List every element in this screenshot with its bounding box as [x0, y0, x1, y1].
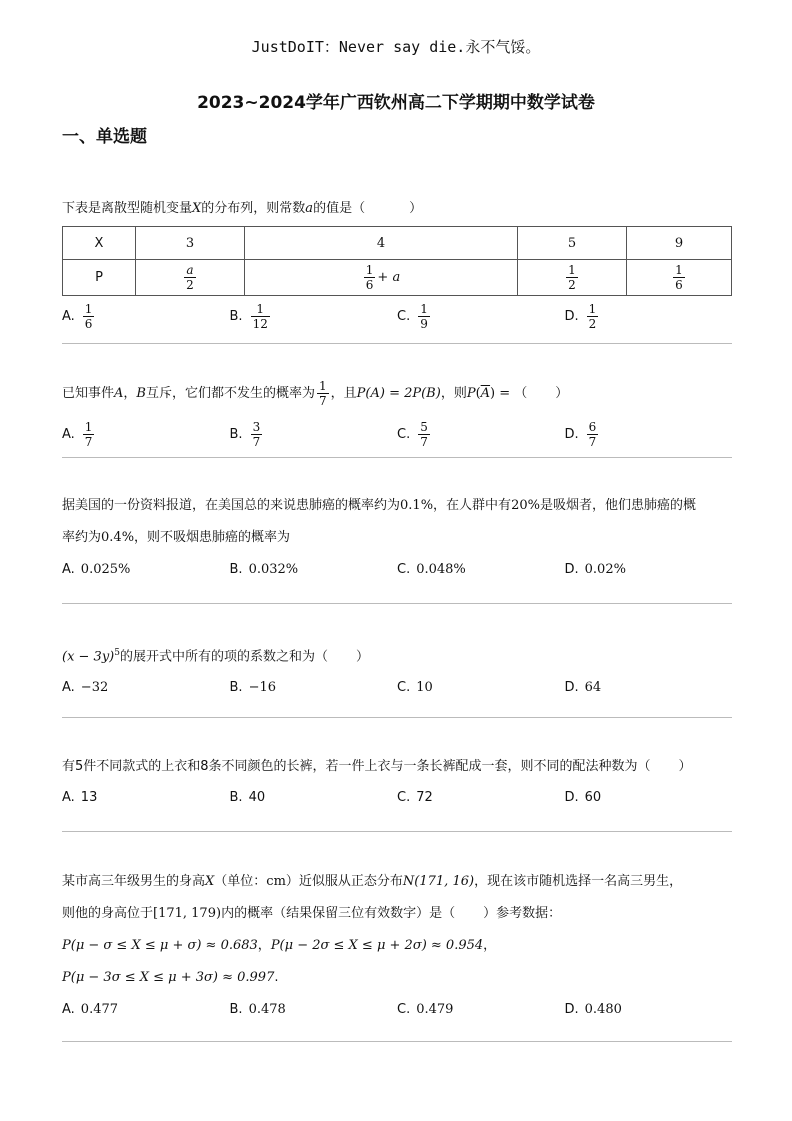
question-3-line-2: 率约为0.4%，则不吸烟患肺癌的概率为	[62, 530, 291, 545]
complement-a: $\overline{A}$	[480, 386, 491, 401]
table-cell	[627, 260, 732, 296]
option-a[interactable]: A. 0.025%	[62, 561, 131, 577]
option-a[interactable]: A. 13	[62, 789, 98, 805]
fraction: $\frac{1}{12}$	[252, 301, 268, 331]
fraction: $\frac{5}{7}$	[420, 419, 428, 449]
fraction: $\frac{1}{9}$	[420, 301, 428, 331]
option-b[interactable]: B. 40	[229, 789, 266, 805]
option-d[interactable]: D. 0.02%	[564, 561, 626, 577]
question-1	[62, 194, 732, 336]
divider	[62, 1041, 732, 1042]
table-row	[63, 260, 732, 296]
question-5-stem: 有5件不同款式的上衣和8条不同颜色的长裤，若一件上衣与一条长裤配成一套，则不同的配法种数为（ ）	[62, 759, 692, 774]
option-c[interactable]: C. 72	[397, 789, 433, 805]
options-row	[62, 296, 732, 336]
table-cell: X	[63, 227, 136, 260]
question-5	[62, 752, 732, 812]
question-2	[62, 374, 732, 454]
option-d[interactable]: D. $\frac{6}{7}$	[564, 419, 597, 449]
table-row	[63, 227, 732, 260]
fraction: $\frac{1}{7}$	[319, 379, 327, 408]
option-b[interactable]: B. −16	[229, 679, 276, 695]
option-b[interactable]: B. 0.032%	[229, 561, 299, 577]
option-c[interactable]: C. $\frac{1}{9}$	[397, 301, 428, 331]
divider	[62, 457, 732, 458]
option-a[interactable]: A. $\frac{1}{7}$	[62, 419, 93, 449]
fraction: $\frac{3}{7}$	[252, 419, 261, 449]
table-cell: 4	[245, 227, 518, 260]
question-6-line-4: P(μ − 3σ ≤ X ≤ μ + 3σ) ≈ 0.997.	[62, 970, 279, 985]
option-b[interactable]: B. 0.478	[229, 1001, 286, 1017]
options-row	[62, 414, 732, 454]
option-d[interactable]: D. 60	[564, 789, 602, 805]
table-cell: 9	[627, 227, 732, 260]
divider	[62, 831, 732, 832]
fraction: $\frac{1}{7}$	[84, 419, 93, 449]
options-row	[62, 554, 732, 584]
fraction: $\frac{1}{2}$	[568, 263, 576, 292]
question-2-stem: 已知事件A，B互斥，它们都不发生的概率为 $\frac{1}{7}$ ，且P(A) = 2P(B)，则$P(\overline{A})$ = （ ）	[62, 379, 569, 408]
table-cell: 3	[136, 227, 245, 260]
option-b[interactable]: B. $\frac{1}{12}$	[229, 301, 268, 331]
option-c[interactable]: C. 0.479	[397, 1001, 454, 1017]
option-a[interactable]: A. 0.477	[62, 1001, 119, 1017]
option-a[interactable]: A. $\frac{1}{6}$	[62, 301, 93, 331]
question-3	[62, 490, 732, 584]
fraction: $\frac{1}{6}$	[675, 263, 683, 292]
option-a[interactable]: A. −32	[62, 679, 109, 695]
option-c[interactable]: C. $\frac{5}{7}$	[397, 419, 428, 449]
option-b[interactable]: B. $\frac{3}{7}$	[229, 419, 261, 449]
option-c[interactable]: C. 0.048%	[397, 561, 466, 577]
fraction: $\frac{1}{2}$	[588, 301, 597, 331]
table-cell	[518, 260, 627, 296]
question-4	[62, 638, 732, 702]
page-header: JustDoIT：Never say die.永不气馁。	[251, 38, 541, 56]
fraction: $\frac{1}{6}$	[365, 263, 374, 292]
option-c[interactable]: C. 10	[397, 679, 433, 695]
divider	[62, 343, 732, 344]
fraction: $\frac{6}{7}$	[588, 419, 597, 449]
table-cell	[136, 260, 245, 296]
table-cell: 5	[518, 227, 627, 260]
table-cell: $\frac{1}{6}$ + a	[245, 260, 518, 296]
divider	[62, 717, 732, 718]
option-d[interactable]: D. 0.480	[564, 1001, 622, 1017]
table-cell: P	[63, 260, 136, 296]
exam-title: 2023~2024学年广西钦州高二下学期期中数学试卷	[197, 93, 595, 113]
fraction: $\frac{a}{2}$	[186, 263, 194, 292]
question-3-line-1: 据美国的一份资料报道，在美国总的来说患肺癌的概率约为0.1%，在人群中有20%是吸烟者，他们患肺癌的概	[62, 498, 696, 513]
question-4-stem: $(x - 3y)^5$的展开式中所有的项的系数之和为（ ）	[62, 648, 370, 665]
question-6-line-3: P(μ − σ ≤ X ≤ μ + σ) ≈ 0.683，P(μ − 2σ ≤ X ≤ μ + 2σ) ≈ 0.954，	[62, 938, 497, 953]
question-1-stem: 下表是离散型随机变量X的分布列，则常数a的值是（ ）	[62, 201, 423, 216]
fraction: $\frac{1}{6}$	[84, 301, 93, 331]
options-row	[62, 994, 732, 1024]
option-d[interactable]: D. 64	[564, 679, 602, 695]
question-6-line-1: 某市高三年级男生的身高X（单位：cm）近似服从正态分布N(171, 16)，现在该市随机选择一名高三男生，	[62, 874, 683, 889]
distribution-table	[62, 226, 732, 296]
divider	[62, 603, 732, 604]
section-heading: 一、单选题	[62, 127, 147, 147]
option-d[interactable]: D. $\frac{1}{2}$	[564, 301, 597, 331]
options-row	[62, 672, 732, 702]
options-row	[62, 782, 732, 812]
question-6-line-2: 则他的身高位于[171, 179)内的概率（结果保留三位有效数字）是（ ）参考数据：	[62, 906, 562, 921]
question-6	[62, 866, 732, 1024]
